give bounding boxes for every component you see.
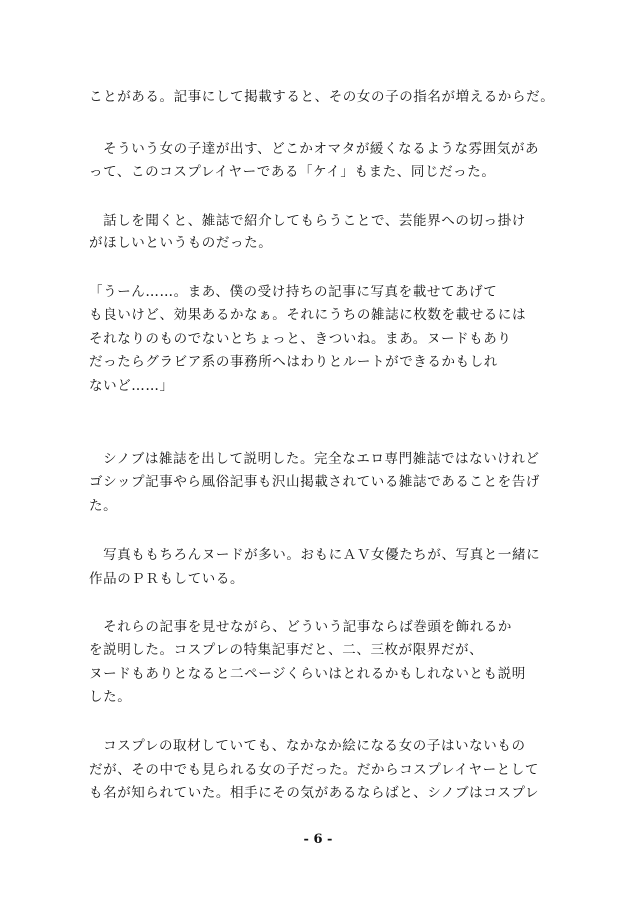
text-line: って、このコスプレイヤーである「ケイ」もまた、同じだった。 xyxy=(89,164,496,180)
text-line: も良いけど、効果あるかなぁ。それにうちの雑誌に枚数を載せるには xyxy=(89,307,527,323)
text-line: がほしいというものだった。 xyxy=(89,235,273,251)
text-line: ことがある。記事にして掲載すると、その女の子の指名が増えるからだ。 xyxy=(89,89,555,105)
text-line: シノブは雑誌を出して説明した。完全なエロ専門雑誌ではないけれど xyxy=(89,451,540,467)
text-line: を説明した。コスプレの特集記事だと、二、三枚が限界だが、 xyxy=(89,642,484,658)
text-line: た。 xyxy=(89,498,118,514)
text-line: 写真ももちろんヌードが多い。おもにＡＶ女優たちが、写真と一緒に xyxy=(89,547,541,563)
text-line: それなりのものでないとちょっと、きついね。まあ。ヌードもあり xyxy=(89,331,512,347)
text-line: した。 xyxy=(89,689,132,705)
text-line: それらの記事を見せながら、どういう記事ならば巻頭を飾れるか xyxy=(89,619,512,635)
text-line: 話しを聞くと、雑誌で紹介してもらうことで、芸能界への切っ掛け xyxy=(89,213,526,229)
text-line: ないど……」 xyxy=(89,378,174,394)
text-line: 作品のＰＲもしている。 xyxy=(89,571,245,587)
text-line: そういう女の子達が出す、どこかオマタが緩くなるような雰囲気があ xyxy=(89,141,540,157)
text-line: だが、その中でも見られる女の子だった。だからコスプレイヤーとして xyxy=(89,762,539,778)
text-line: も名が知られていた。相手にその気があるならばと、シノブはコスプレ xyxy=(89,785,540,801)
text-line: コスプレの取材していても、なかなか絵になる女の子はいないもの xyxy=(89,738,526,754)
text-line: ヌードもありとなると二ページくらいはとれるかもしれないとも説明 xyxy=(89,666,526,682)
text-line: ゴシップ記事やら風俗記事も沢山掲載されている雑誌であることを告げ xyxy=(89,474,540,490)
text-line: 「うーん……。まあ、僕の受け持ちの記事に写真を載せてあげて xyxy=(89,284,498,300)
page-number: - 6 - xyxy=(303,832,333,847)
text-line: だったらグラビア系の事務所へはわりとルートができるかもしれ xyxy=(89,354,498,370)
